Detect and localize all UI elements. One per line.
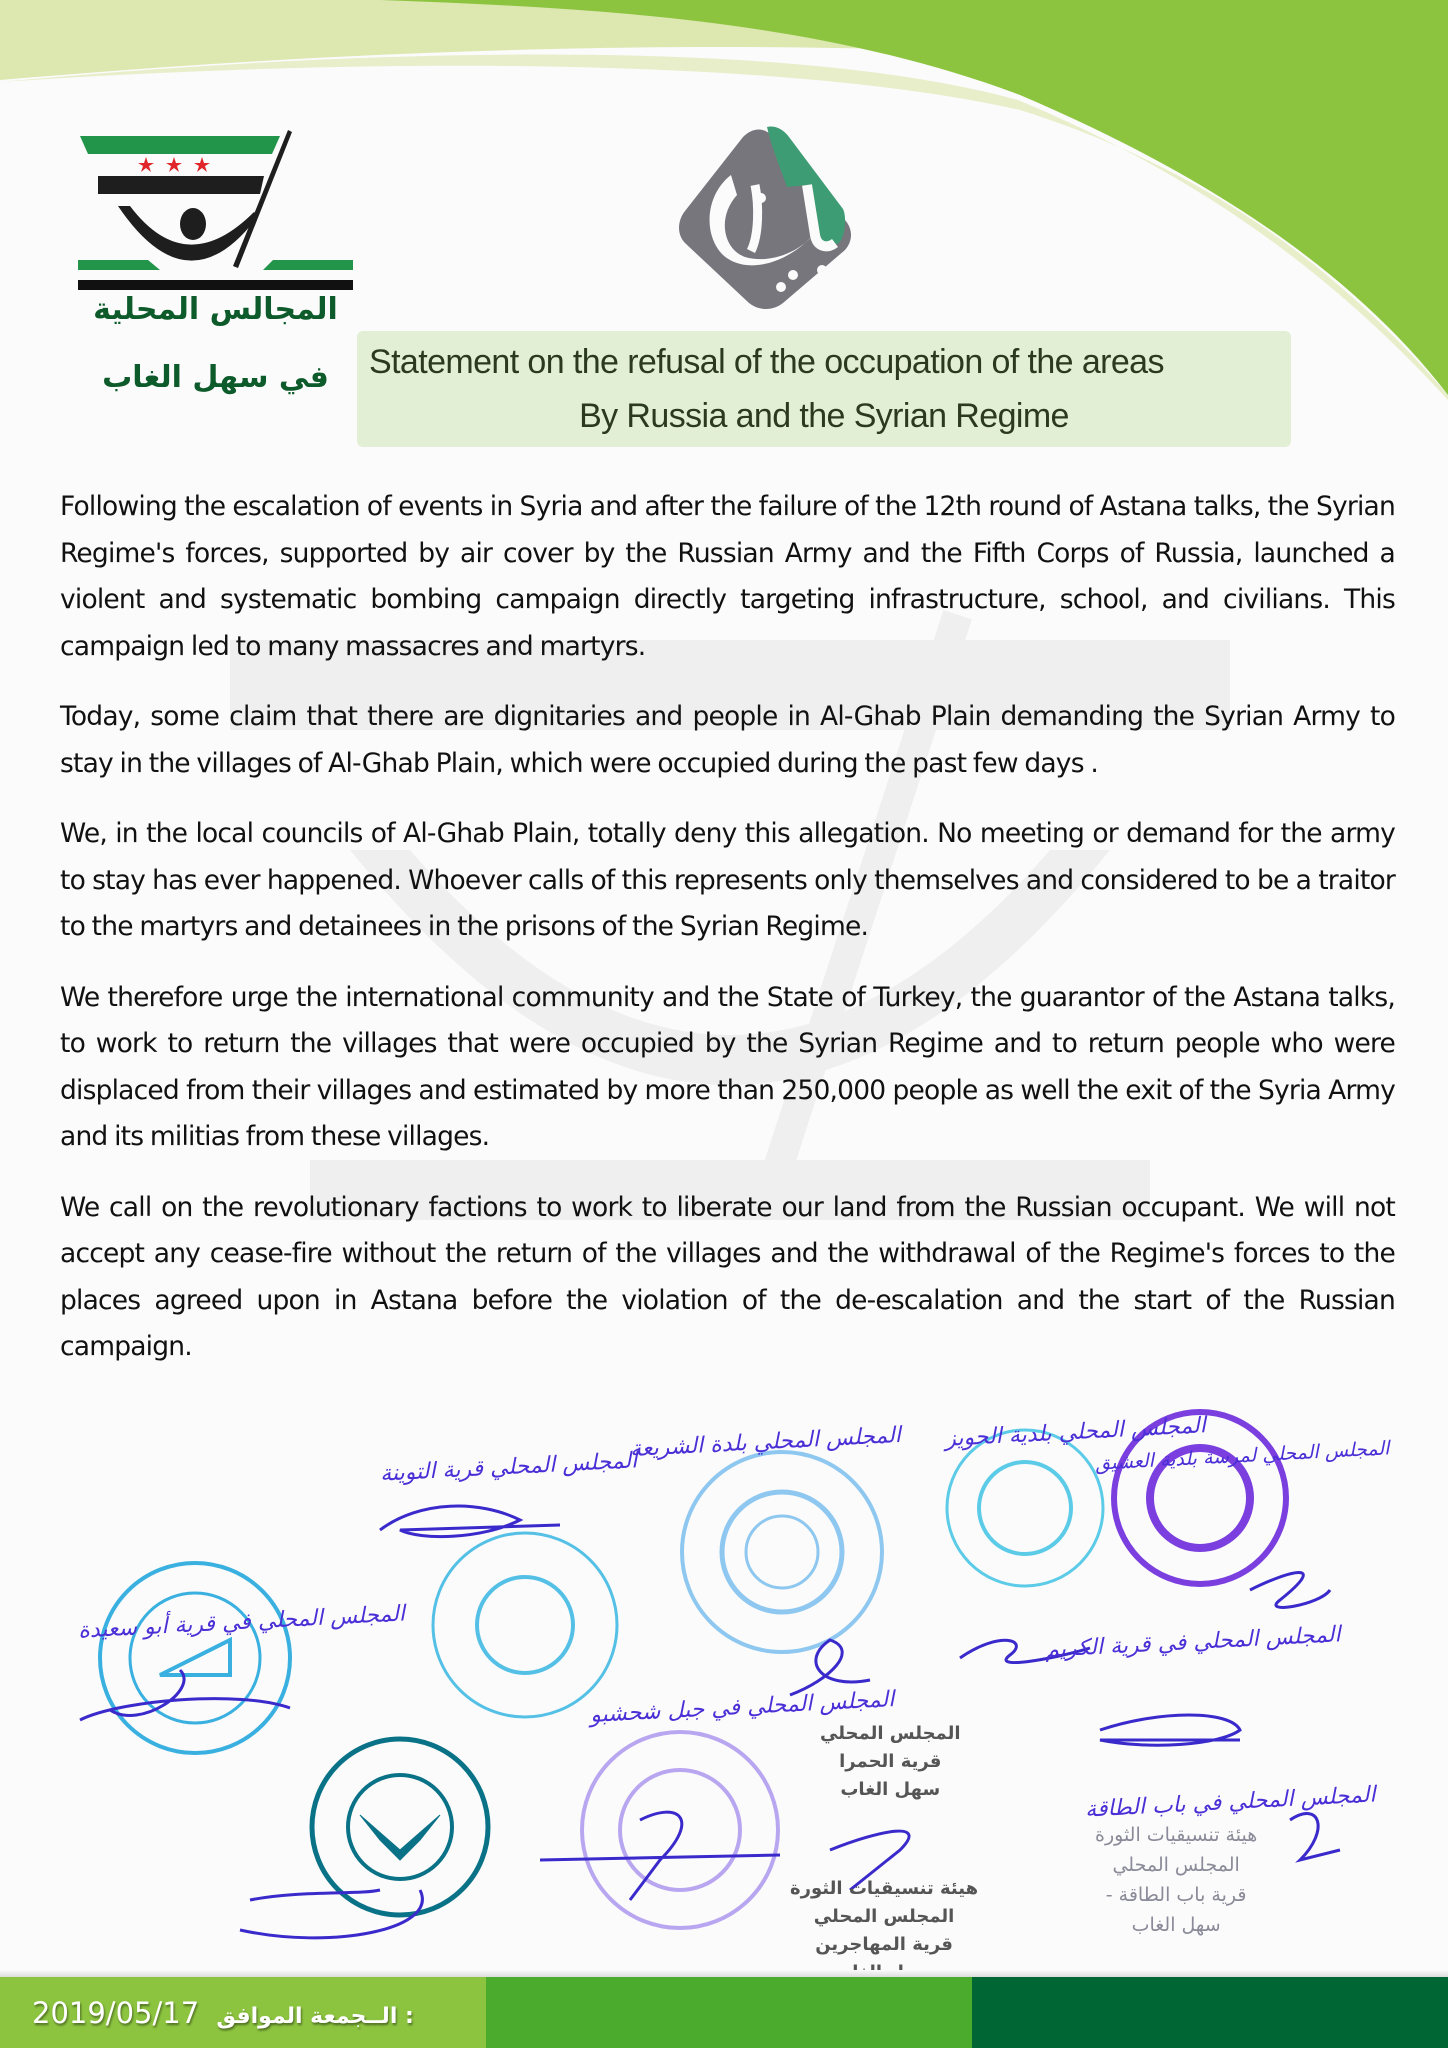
star-icon [166, 157, 182, 172]
star-icon [138, 157, 154, 172]
statement-title-box [357, 331, 1291, 447]
paragraph-5: We call on the revolutionary factions to work to liberate our land from the Russian occupant. We will not accept any cease-fire without the return of the villages and the withdrawal of the Regime's forces to the places agreed upon in Astana before the violation of the de-escalation and the start of the Russian campaign. [60, 1191, 1395, 1362]
signatory-label: المجلس المحلي في قرية الكريم [1044, 1622, 1342, 1663]
star-icon [194, 157, 210, 172]
printed-stamp-hamra: المجلس المحلي قرية الحمرا سهل الغاب [820, 1723, 961, 1800]
footer-mid-segment [486, 1977, 972, 2048]
paragraph-3: We, in the local councils of Al-Ghab Plain, totally deny this allegation. No meeting or demand for the army to stay has ever happened. Whoever calls of this represents only themselves and considered to be a traitor to the martyrs and detainees in the prisons of the Syrian Regime. [60, 818, 1395, 942]
paragraph-4: We therefore urge the international community and the State of Turkey, the guarantor of the Astana talks, to work to return the villages that were occupied by the Syrian Regime and to return people who were displaced from their villages and estimated by more than 250,000 people as well the exit of the Syria Army and its militias from these villages. [60, 981, 1395, 1152]
signatory-label: المجلس المحلي قرية التوينة [379, 1448, 638, 1487]
footer-dark-segment [972, 1977, 1448, 2048]
revolution-flag-figure-icon [78, 120, 353, 290]
seal-stamp-icon [947, 1430, 1103, 1586]
printed-stamp-bab-al-taqa: هيئة تنسيقيات الثورة المجلس المحلي قرية باب الطاقة - سهل الغاب [1095, 1824, 1258, 1936]
printed-stamp-muhajireen: هيئة تنسيقيات الثورة المجلس المحلي قرية المهاجرين [790, 1878, 979, 1955]
paragraph-2: Today, some claim that there are dignitaries and people in Al-Ghab Plain demanding the Syrian Army to stay in the villages of Al-Ghab Plain, which were occupied during the past few days . [60, 701, 1395, 779]
seal-stamp-icon [682, 1452, 882, 1652]
council-name-line-2: في سهل الغاب [102, 360, 329, 395]
signatory-label: المجلس المحلي بلدة الشريعة [629, 1422, 902, 1463]
council-name-line-1: المجالس المحلية [93, 292, 338, 327]
signatory-label: المجلس المحلي في قرية أبو سعيدة [77, 1601, 406, 1644]
title-line-2: By Russia and the Syrian Regime [579, 397, 1069, 435]
bayan-diamond-logo-icon [675, 125, 855, 310]
date-value: 2019/05/17 [32, 1995, 200, 2030]
seal-stamp-icon [312, 1739, 488, 1915]
footer-bar [0, 1977, 1448, 2048]
date-label: الــجمعة الموافق : [216, 2003, 414, 2029]
title-line-1: Statement on the refusal of the occupation of the areas [369, 343, 1164, 381]
local-councils-logo [78, 120, 353, 410]
signatures-and-stamps-area [0, 1390, 1448, 1960]
signatory-label: المجلس المحلي بلدية الحويز [944, 1413, 1207, 1452]
statement-body [60, 484, 1395, 1395]
paragraph-1: Following the escalation of events in Syria and after the failure of the 12th round of Astana talks, the Syrian Regime's forces, supported by air cover by the Russian Army and the Fifth Corps of Russia, launched a violent and systematic bombing campaign directly targeting infrastructure, school, and civilians. This campaign led to many massacres and martyrs. [60, 491, 1395, 662]
signatory-label: المجلس المحلي لمرسة بلدية العشيق [1094, 1437, 1390, 1475]
signatory-label: المجلس المحلي في باب الطاقة [1084, 1782, 1377, 1823]
seal-stamp-icon [433, 1533, 617, 1717]
footer-date-segment [0, 1977, 486, 2048]
signatory-label: المجلس المحلي في جبل شحشبو [589, 1687, 895, 1728]
date-line [32, 1996, 414, 2030]
seal-stamp-icon [100, 1563, 290, 1753]
